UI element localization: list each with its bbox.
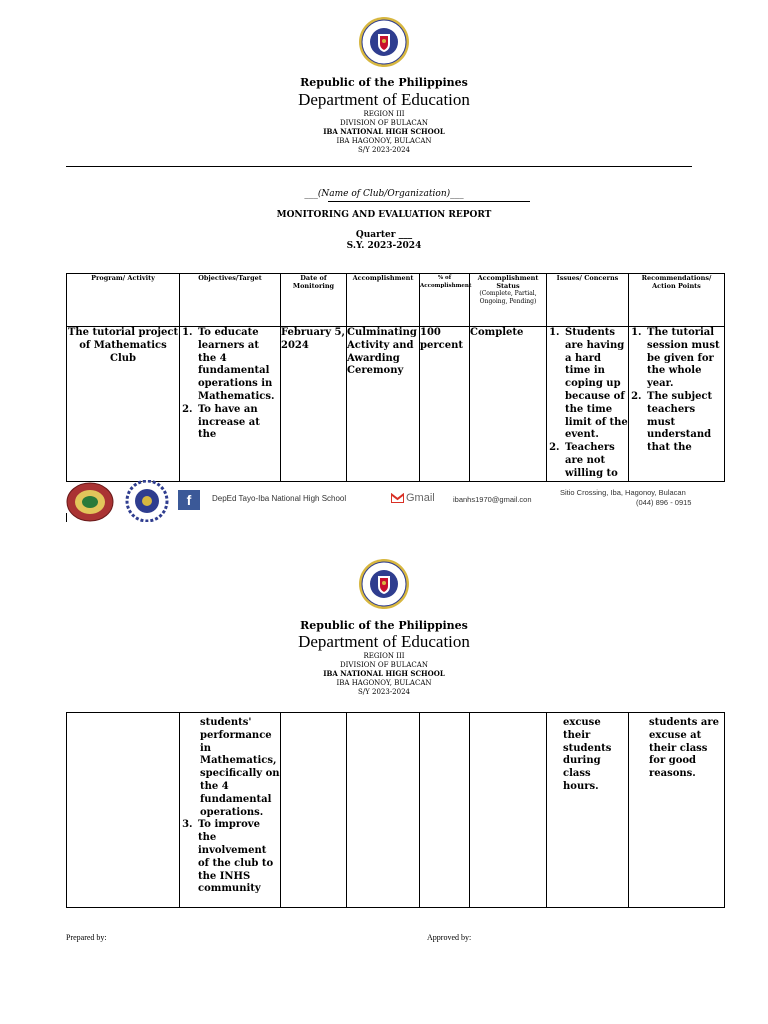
header-issues: Issues/ Concerns [547,274,629,327]
gmail-icon [391,493,404,503]
cell-status: Complete [470,327,547,482]
republic-heading: Republic of the Philippines [300,619,468,632]
issue-item: 2. Teachers are not willing to [563,442,628,480]
report-table-page2 [66,712,725,908]
page-break-mark [66,513,67,522]
header-status-label: Accomplishment Status [477,274,539,290]
approved-by-label: Approved by: [427,933,472,942]
club-underline [328,201,530,202]
cell-issues [547,327,629,482]
division-line: DIVISION OF BULACAN [340,661,428,669]
school-address: Sitio Crossing, Iba, Hagonoy, Bulacan [560,488,686,497]
facebook-icon: f [178,490,200,510]
recommendation-item: 2. The subject teachers must understand that the [645,391,724,455]
prepared-by-label: Prepared by: [66,933,107,942]
recommendation-continuation: students are excuse at their class for good reasons. [649,717,719,780]
school-logo-icon [66,482,114,522]
cell-accomplishment-cont [347,713,420,908]
school-line: IBA NATIONAL HIGH SCHOOL [323,669,445,678]
address-line: IBA HAGONOY, BULACAN [336,679,432,687]
cell-issues-cont [547,713,629,908]
header-program: Program/ Activity [67,274,180,327]
header-date: Date of Monitoring [281,274,347,327]
address-line: IBA HAGONOY, BULACAN [336,137,432,145]
objective-item: 1. To educate learners at the 4 fundamental operations in Mathematics. [196,327,280,404]
report-sy: S.Y. 2023-2024 [346,241,422,251]
header-objectives: Objectives/Target [180,274,281,327]
objective-continuation: students' performance in Mathematics, specifically on the 4 fundamental operations. [200,717,280,818]
department-heading: Department of Education [298,90,470,109]
header-percent: % of Accomplishment [420,274,470,327]
cell-recommendations [629,327,725,482]
school-line: IBA NATIONAL HIGH SCHOOL [323,127,445,136]
objective-item: 2. To have an increase at the [196,404,280,442]
quarter-line: Quarter ___ [355,230,413,240]
division-line: DIVISION OF BULACAN [340,119,428,127]
cell-objectives-cont [180,713,281,908]
cell-date-cont [281,713,347,908]
cell-date: February 5, 2024 [281,327,347,482]
recommendation-item: 1. The tutorial session must be given for the whole year. [645,327,724,391]
report-table-page1 [66,273,725,482]
objective-item: 3. To improve the involvement of the club to the INHS community [196,819,280,896]
club-name-line: ___(Name of Club/Organization)___ [304,189,464,199]
deped-seal-icon [358,16,410,68]
report-title: MONITORING AND EVALUATION REPORT [276,210,492,220]
header-status [470,274,547,327]
cell-program-cont [67,713,180,908]
cell-recommendations-cont [629,713,725,908]
school-phone: (044) 896 - 0915 [636,498,692,507]
cell-accomplishment: Culminating Activity and Awarding Ceremony [347,327,420,482]
cell-percent: 100 percent [420,327,470,482]
school-year-line: S/Y 2023-2024 [358,688,410,696]
cell-program: The tutorial project of Mathematics Club [67,327,180,482]
department-heading: Department of Education [298,632,470,651]
cell-objectives [180,327,281,482]
cell-status-cont [470,713,547,908]
deped-seal-icon [358,558,410,610]
header-accomplishment: Accomplishment [347,274,420,327]
gmail-label: Gmail [406,492,435,504]
cell-percent-cont [420,713,470,908]
facebook-page-name: DepEd Tayo-Iba National High School [212,494,347,503]
issue-item: 1. Students are having a hard time in coping up because of the time limit of the event. [563,327,628,442]
region-logo-icon [122,480,172,522]
republic-heading: Republic of the Philippines [300,76,468,89]
header-divider [66,166,692,167]
page-footer [66,478,706,524]
header-status-sub: (Complete, Partial, Ongoing, Pending) [479,290,537,305]
region-line: REGION III [363,652,405,660]
issue-continuation: excuse their students during class hours. [563,717,612,792]
region-line: REGION III [363,110,405,118]
header-recommendations: Recommendations/ Action Points [629,274,725,327]
email-address: ibanhs1970@gmail.con [453,495,532,504]
school-year-line: S/Y 2023-2024 [358,146,410,154]
